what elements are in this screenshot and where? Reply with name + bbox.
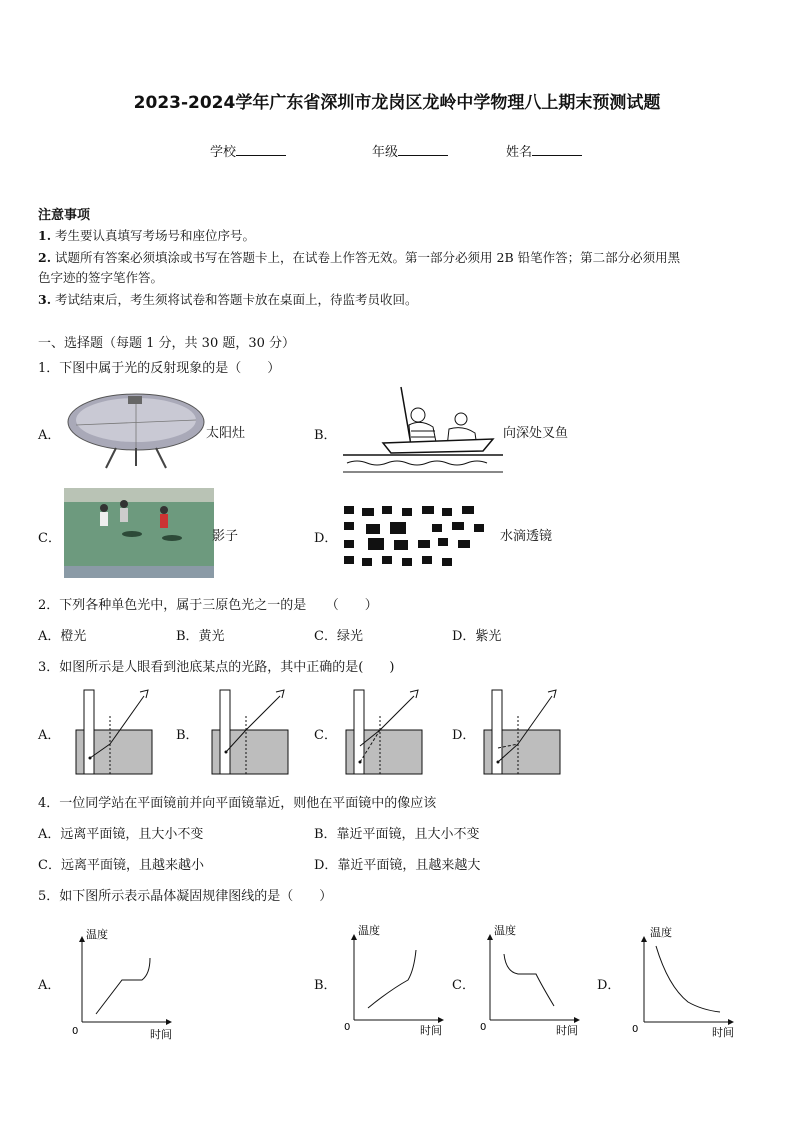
graph-b-xlabel: 时间: [420, 1024, 442, 1037]
q1-d-caption: 水滴透镜: [500, 529, 553, 544]
note-2: 2. 试题所有答案必须填涂或书写在答题卡上，在试卷上作答无效。第一部分必须用 2B 铅笔作答；第二部分必须用黑: [38, 250, 681, 265]
q1-a-caption: 太阳灶: [206, 426, 246, 441]
q2-option-a[interactable]: A．橙光: [38, 629, 87, 644]
q1-c-caption: 影子: [212, 529, 239, 544]
note-1: 1. 考生要认真填写考场号和座位序号。: [38, 228, 256, 243]
graph-c-xlabel: 时间: [556, 1024, 578, 1037]
graph-c-origin: 0: [480, 1022, 487, 1033]
q1-b-caption: 向深处叉鱼: [503, 426, 569, 441]
q4-option-d[interactable]: D．靠近平面镜，且越来越大: [314, 858, 481, 873]
grade-blank[interactable]: [398, 143, 448, 156]
graph-c-ylabel: 温度: [494, 924, 516, 937]
name-field[interactable]: 姓名: [506, 141, 582, 160]
q4-option-c[interactable]: C．远离平面镜，且越来越小: [38, 858, 204, 873]
q4-stem: 4．一位同学站在平面镜前并向平面镜靠近，则他在平面镜中的像应该: [38, 796, 437, 811]
graph-b-origin: 0: [344, 1022, 351, 1033]
q4-option-a[interactable]: A．远离平面镜，且大小不变: [38, 827, 204, 842]
graph-d: [628, 922, 738, 1042]
q1-option-d[interactable]: D．: [314, 531, 338, 546]
note-2-cont: 色字迹的签字笔作答。: [38, 270, 164, 285]
grade-field[interactable]: 年级: [372, 141, 448, 160]
water-drop-lens-image: [342, 502, 492, 568]
graph-b: [340, 920, 450, 1040]
q5-stem: 5．如下图所示表示晶体凝固规律图线的是（ ）: [38, 889, 333, 904]
graph-d-ylabel: 温度: [650, 926, 672, 939]
q3-option-b[interactable]: B．: [176, 728, 199, 743]
q2-stem: 2．下列各种单色光中，属于三原色光之一的是 （ ）: [38, 598, 378, 613]
name-blank[interactable]: [532, 143, 582, 156]
q1-stem: 1．下图中属于光的反射现象的是（ ）: [38, 361, 281, 376]
notes-heading: 注意事项: [38, 208, 91, 223]
q2-option-b[interactable]: B．黄光: [176, 629, 225, 644]
graph-a: [70, 922, 180, 1042]
q3-option-d[interactable]: D．: [452, 728, 476, 743]
solar-cooker-image: [66, 390, 206, 470]
graph-b-ylabel: 温度: [358, 924, 380, 937]
pool-diagram-b: [210, 686, 292, 778]
q5-option-a[interactable]: A．: [38, 978, 61, 993]
graph-d-xlabel: 时间: [712, 1026, 734, 1039]
graph-a-xlabel: 时间: [150, 1028, 172, 1041]
q2-option-c[interactable]: C．绿光: [314, 629, 363, 644]
graph-c: [478, 920, 588, 1040]
q2-option-d[interactable]: D．紫光: [452, 629, 502, 644]
q3-option-a[interactable]: A．: [38, 728, 61, 743]
school-field[interactable]: 学校: [210, 141, 286, 160]
graph-d-origin: 0: [632, 1024, 639, 1035]
spear-fishing-image: [343, 385, 503, 473]
pool-diagram-d: [482, 686, 564, 778]
q5-option-c[interactable]: C．: [452, 978, 475, 993]
note-3: 3. 考试结束后，考生须将试卷和答题卡放在桌面上，待监考员收回。: [38, 292, 418, 307]
pool-diagram-c: [344, 686, 426, 778]
q3-stem: 3．如图所示是人眼看到池底某点的光路，其中正确的是( ): [38, 660, 395, 675]
q5-option-d[interactable]: D．: [597, 978, 621, 993]
q1-option-c[interactable]: C．: [38, 531, 61, 546]
q5-option-b[interactable]: B．: [314, 978, 337, 993]
school-blank[interactable]: [236, 143, 286, 156]
q1-option-b[interactable]: B．: [314, 428, 337, 443]
q4-option-b[interactable]: B．靠近平面镜，且大小不变: [314, 827, 480, 842]
section-heading: 一、选择题（每题 1 分，共 30 题，30 分）: [38, 336, 296, 351]
page-title: 2023-2024学年广东省深圳市龙岗区龙岭中学物理八上期末预测试题: [133, 93, 661, 113]
q3-option-c[interactable]: C．: [314, 728, 337, 743]
graph-a-ylabel: 温度: [86, 928, 108, 941]
pool-diagram-a: [74, 686, 156, 778]
shadow-photo-image: [64, 488, 214, 578]
graph-a-origin: 0: [72, 1026, 79, 1037]
q1-option-a[interactable]: A．: [38, 428, 61, 443]
